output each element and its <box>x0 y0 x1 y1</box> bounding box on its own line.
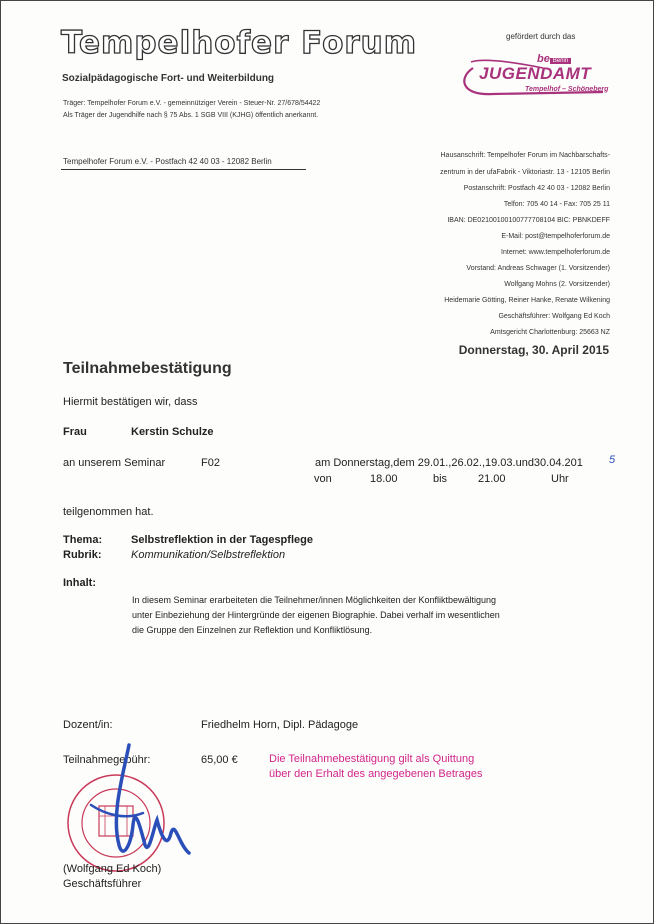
contact-iban: IBAN: DE02100100100777708104 BIC: PBNKDEFF <box>447 217 610 224</box>
time-from-value: 18.00 <box>370 473 398 485</box>
jugendamt-district: Tempelhof – Schöneberg <box>525 86 609 93</box>
be-berlin-wordmark: be <box>537 53 550 65</box>
salutation: Frau <box>63 426 87 438</box>
signatory-name: (Wolfgang Ed Koch) <box>63 863 162 875</box>
participated-text: teilgenommen hat. <box>63 506 154 518</box>
content-line-2: unter Einbeziehung der Hintergründe der eigenen Biographie. Dabei verhalf im wesentlichen <box>132 610 500 620</box>
court-registry: Amtsgericht Charlottenburg: 25663 NZ <box>490 329 610 336</box>
category-label: Rubrik: <box>63 549 102 561</box>
berlin-badge: Berlin <box>550 58 571 64</box>
category-value: Kommunikation/Selbstreflektion <box>131 549 286 561</box>
sponsor-line-2: Als Träger der Jugendhilfe nach § 75 Abs. 1 SGB VIII (KJHG) öffentlich anerkannt. <box>63 112 319 119</box>
contact-phone-fax: Telfon: 705 40 14 - Fax: 705 25 11 <box>503 201 610 208</box>
organization-subtitle: Sozialpädagogische Fort- und Weiterbildung <box>62 73 275 84</box>
receipt-note-line-1: Die Teilnahmebestätigung gilt als Quittung <box>269 753 475 765</box>
topic-label: Thema: <box>63 534 103 546</box>
handwritten-year-correction: 5 <box>609 454 616 466</box>
content-line-3: die Gruppe den Einzelnen zur Reflektion und Konfliktlösung. <box>132 625 373 635</box>
signatory-role: Geschäftsführer <box>63 878 142 890</box>
lecturer-label: Dozent/in: <box>63 719 113 731</box>
handwritten-signature <box>71 735 201 875</box>
document-date: Donnerstag, 30. April 2015 <box>458 343 609 357</box>
contact-hausanschrift-2: zentrum in der ufaFabrik - Viktoriastr. 13 - 12105 Berlin <box>440 169 610 176</box>
time-from-label: von <box>314 473 332 485</box>
fee-amount: 65,00 € <box>201 754 238 766</box>
funded-by-label: gefördert durch das <box>506 32 576 41</box>
document-title: Teilnahmebestätigung <box>63 360 232 377</box>
jugendamt-wordmark: JUGENDAMT <box>479 64 592 83</box>
seminar-dates: am Donnerstag,dem 29.01.,26.02.,19.03.und30.04.201 <box>315 457 583 469</box>
seminar-label: an unserem Seminar <box>63 457 166 469</box>
organization-logo-title: Tempelhofer Forum <box>61 25 418 61</box>
board-members: Heidemarie Götting, Reiner Hanke, Renate Wilkening <box>444 297 610 304</box>
content-line-1: In diesem Seminar erarbeiteten die Teilnehmer/innen Möglichkeiten der Konfliktbewältigung <box>132 595 497 605</box>
content-label: Inhalt: <box>63 577 96 589</box>
contact-email: E-Mail: post@tempelhoferforum.de <box>501 233 610 240</box>
time-to-label: bis <box>433 473 448 485</box>
sponsor-line-1: Träger: Tempelhofer Forum e.V. - gemeinnütziger Verein - Steuer-Nr. 27/678/54422 <box>63 100 321 107</box>
contact-postanschrift: Postanschrift: Postfach 42 40 03 - 12082 Berlin <box>463 185 610 192</box>
sender-underline <box>61 169 306 170</box>
time-to-value: 21.00 <box>478 473 506 485</box>
contact-internet: Internet: www.tempelhoferforum.de <box>501 249 610 256</box>
managing-director: Geschäftsführer: Wolfgang Ed Koch <box>498 313 610 320</box>
confirmation-intro: Hiermit bestätigen wir, dass <box>63 396 198 408</box>
topic-value: Selbstreflektion in der Tagespflege <box>131 534 313 546</box>
seminar-code: F02 <box>201 457 220 469</box>
participant-name: Kerstin Schulze <box>131 426 214 438</box>
board-chair-1: Vorstand: Andreas Schwager (1. Vorsitzender) <box>466 265 610 272</box>
receipt-note-line-2: über den Erhalt des angegebenen Betrages <box>269 768 483 780</box>
sender-address: Tempelhofer Forum e.V. - Postfach 42 40 03 - 12082 Berlin <box>63 157 272 166</box>
board-chair-2: Wolfgang Mohns (2. Vorsitzender) <box>504 281 610 288</box>
time-unit: Uhr <box>551 473 569 485</box>
contact-hausanschrift-1: Hausanschrift: Tempelhofer Forum im Nachbarschafts- <box>440 152 610 159</box>
lecturer-name: Friedhelm Horn, Dipl. Pädagoge <box>201 719 359 731</box>
fee-label: Teilnahmegebühr: <box>63 754 151 766</box>
